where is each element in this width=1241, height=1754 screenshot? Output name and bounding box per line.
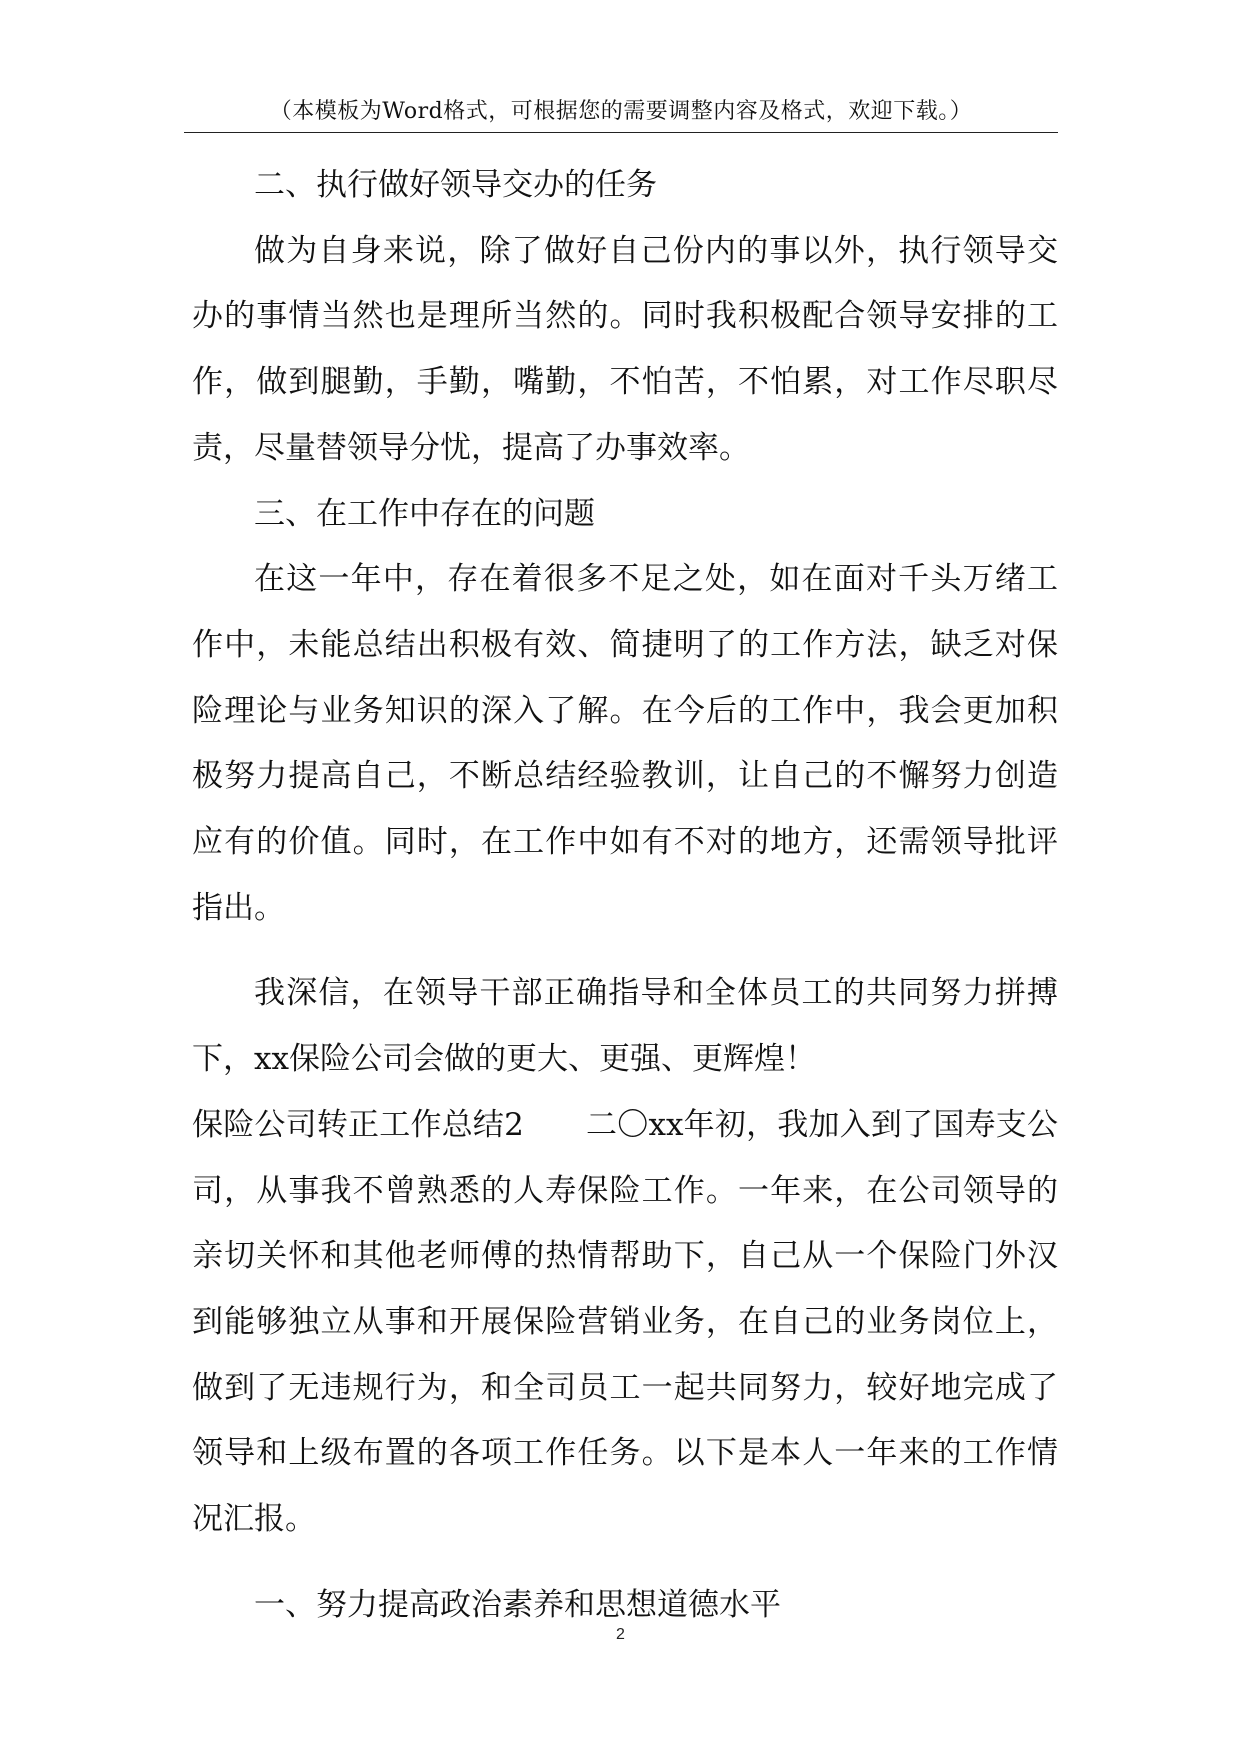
paragraph: 我深信，在领导干部正确指导和全体员工的共同努力拼搏下，xx保险公司会做的更大、更强、更辉煌！ xyxy=(192,975,1058,1078)
paragraph-summary-2 xyxy=(192,1093,1058,1553)
document-body xyxy=(192,153,1058,1638)
paragraph: 在这一年中，存在着很多不足之处，如在面对千头万绪工作中，未能总结出积极有效、简捷明了的工作方法，缺乏对保险理论与业务知识的深入了解。在今后的工作中，我会更加积极努力提高自己，不断总结经验教训，让自己的不懈努力创造应有的价值。同时，在工作中如有不对的地方，还需领导批评指出。 xyxy=(192,561,1058,926)
page-header-note: （本模板为Word格式，可根据您的需要调整内容及格式，欢迎下载。） xyxy=(184,92,1058,133)
paragraph-text: 二〇xx年初，我加入到了国寿支公司，从事我不曾熟悉的人寿保险工作。一年来，在公司领导的亲切关怀和其他老师傅的热情帮助下，自己从一个保险门外汉到能够独立从事和开展保险营销业务，在自己的业务岗位上，做到了无违规行为，和全司员工一起共同努力，较好地完成了领导和上级布置的各项工作任务。以下是本人一年来的工作情况汇报。 xyxy=(192,1106,1058,1538)
document-title-inline: 保险公司转正工作总结2 xyxy=(192,1106,524,1143)
paragraph: 做为自身来说，除了做好自己份内的事以外，执行领导交办的事情当然也是理所当然的。同时我积极配合领导安排的工作，做到腿勤，手勤，嘴勤，不怕苦，不怕累，对工作尽职尽责，尽量替领导分忧，提高了办事效率。 xyxy=(192,232,1058,466)
page-number: 2 xyxy=(616,1626,625,1643)
section-heading-1: 一、努力提高政治素养和思想道德水平 xyxy=(254,1586,781,1623)
section-heading-3: 三、在工作中存在的问题 xyxy=(254,495,595,532)
section-heading-2: 二、执行做好领导交办的任务 xyxy=(254,167,657,203)
